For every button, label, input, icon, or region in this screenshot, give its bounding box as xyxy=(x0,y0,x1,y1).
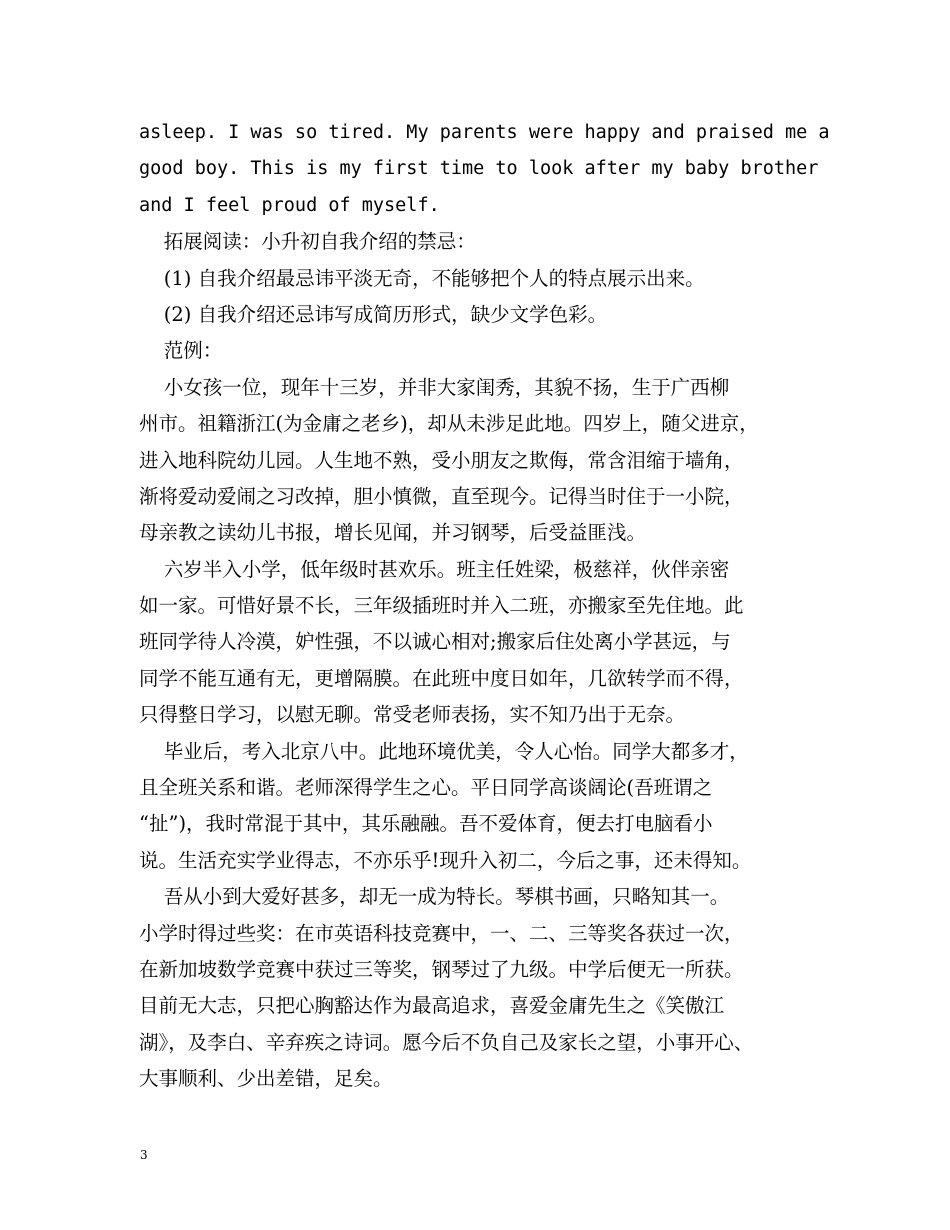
text-line: 毕业后，考入北京八中。此地环境优美，令人心怡。同学大都多才， xyxy=(139,739,749,763)
text-line: “扯”)，我时常混于其中，其乐融融。吾不爱体育，便去打电脑看小 xyxy=(139,812,713,836)
text-line: 说。生活充实学业得志，不亦乐乎!现升入初二，今后之事，还未得知。 xyxy=(139,848,752,872)
text-line: 湖》，及李白、辛弃疾之诗词。愿今后不负自己及家长之望，小事开心、 xyxy=(139,1030,754,1054)
text-line: 小学时得过些奖：在市英语科技竞赛中，一、二、三等奖各获过一次， xyxy=(139,921,744,945)
text-line: 同学不能互通有无，更增隔膜。在此班中度日如年，几欲转学而不得， xyxy=(139,666,744,690)
list-item: (1) 自我介绍最忌讳平淡无奇，不能够把个人的特点展示出来。 xyxy=(139,266,705,290)
example-heading: 范例： xyxy=(139,339,223,363)
text-line: 母亲教之读幼儿书报，增长见闻，并习钢琴，后受益匪浅。 xyxy=(139,521,647,545)
text-line: 且全班关系和谐。老师深得学生之心。平日同学高谈阔论(吾班谓之 xyxy=(139,776,713,800)
text-line: 吾从小到大爱好甚多，却无一成为特长。琴棋书画，只略知其一。 xyxy=(139,885,730,909)
text-line: asleep. I was so tired. My parents were happy and praised me a xyxy=(139,122,830,143)
list-item: (2) 自我介绍还忌讳写成简历形式，缺少文学色彩。 xyxy=(139,302,608,326)
text-line: and I feel proud of myself. xyxy=(139,194,440,216)
text-line: 小女孩一位，现年十三岁，并非大家闺秀，其貌不扬，生于广西柳 xyxy=(139,375,730,399)
document-body xyxy=(139,115,830,1098)
text-line: 目前无大志，只把心胸豁达作为最高追求，喜爱金庸先生之《笑傲江 xyxy=(139,994,725,1018)
text-line: 大事顺利、少出差错，足矣。 xyxy=(139,1067,393,1091)
text-line: 进入地科院幼儿园。人生地不熟，受小朋友之欺侮，常含泪缩于墙角， xyxy=(139,448,744,472)
text-line: good boy. This is my first time to look after my baby brother xyxy=(139,158,819,180)
text-line: 如一家。可惜好景不长，三年级插班时并入二班，亦搬家至先住地。此 xyxy=(139,594,744,618)
text-line: 班同学待人冷漠，妒性强，不以诚心相对;搬家后住处离小学甚远，与 xyxy=(139,630,731,654)
text-line: 渐将爱动爱闹之习改掉，胆小慎微，直至现今。记得当时住于一小院， xyxy=(139,484,744,508)
text-line: 六岁半入小学，低年级时甚欢乐。班主任姓梁，极慈祥，伙伴亲密 xyxy=(139,557,730,581)
text-line: 在新加坡数学竞赛中获过三等奖，钢琴过了九级。中学后便无一所获。 xyxy=(139,957,744,981)
page-number: 3 xyxy=(140,1148,148,1162)
text-line: 只得整日学习，以慰无聊。常受老师表扬，实不知乃出于无奈。 xyxy=(139,703,686,727)
section-heading: 拓展阅读：小升初自我介绍的禁忌： xyxy=(139,230,476,254)
text-line: 州市。祖籍浙江(为金庸之老乡)，却从未涉足此地。四岁上，随父进京， xyxy=(139,412,759,436)
